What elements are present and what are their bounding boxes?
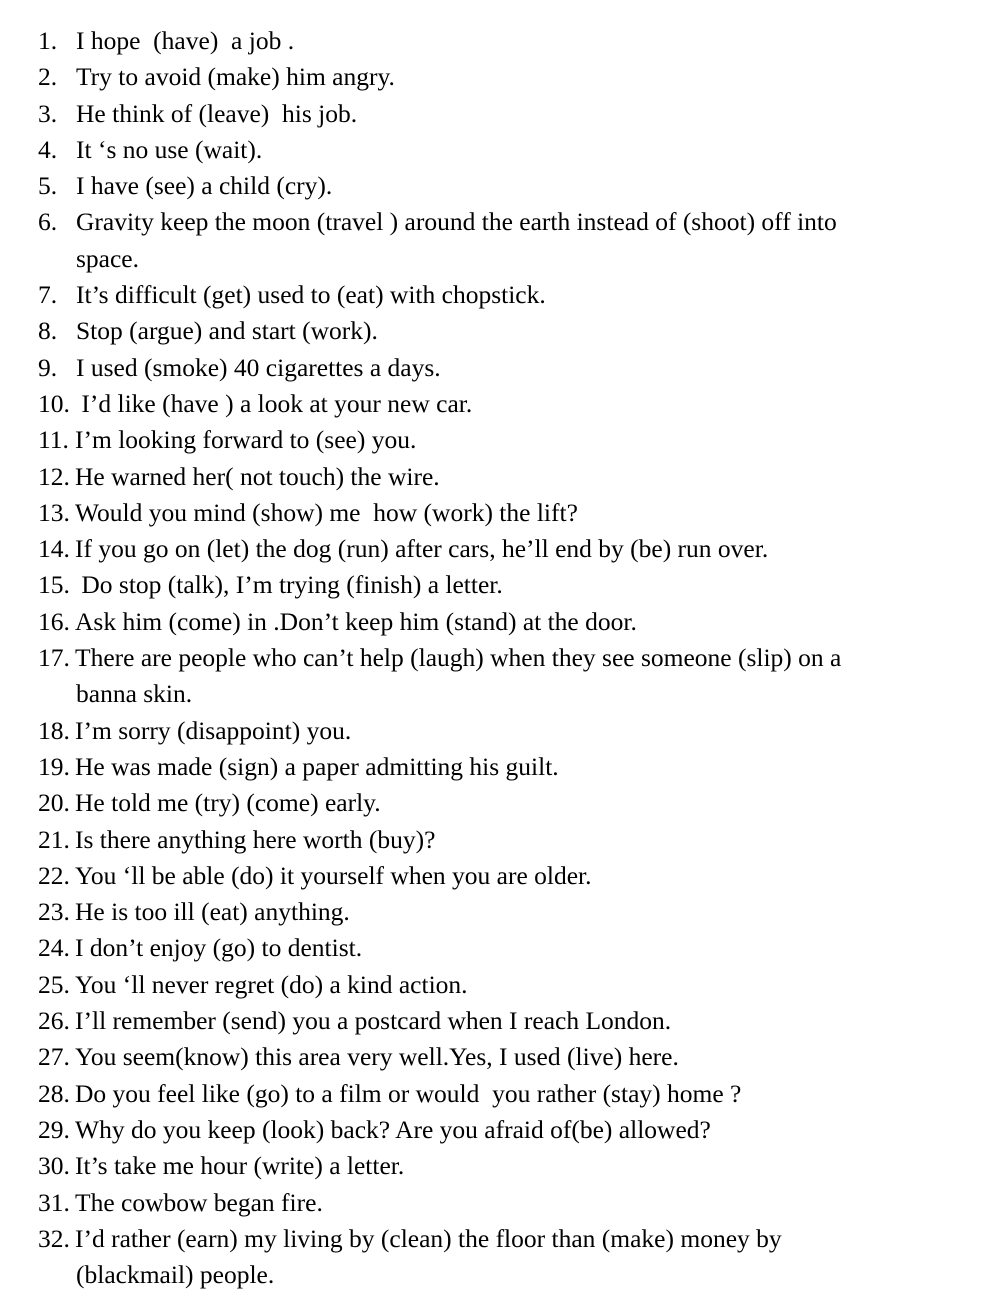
exercise-item-21	[0, 822, 982, 858]
exercise-item-23	[0, 894, 982, 930]
item-number: 18.	[38, 715, 70, 745]
item-number: 30.	[38, 1151, 70, 1181]
item-number: 19.	[38, 751, 70, 781]
item-number: 20.	[38, 788, 70, 818]
item-number: 21.	[38, 824, 70, 854]
item-text: I don’t enjoy (go) to dentist.	[75, 933, 363, 963]
exercise-item-20	[0, 785, 982, 821]
exercise-item-4	[0, 132, 982, 168]
item-text: It’s take me hour (write) a letter.	[75, 1151, 405, 1181]
exercise-item-10	[0, 386, 982, 422]
item-text: Do stop (talk), I’m trying (finish) a letter.	[75, 570, 503, 600]
item-number: 11.	[38, 425, 69, 455]
item-number: 4.	[38, 134, 58, 164]
exercise-item-6	[0, 204, 982, 277]
exercise-item-32	[0, 1221, 982, 1294]
item-text: I have (see) a child (cry).	[76, 171, 333, 201]
item-number: 2.	[38, 62, 58, 92]
exercise-item-15	[0, 567, 982, 603]
exercise-item-25	[0, 967, 982, 1003]
item-text: You ‘ll never regret (do) a kind action.	[75, 969, 468, 999]
item-number: 16.	[38, 606, 70, 636]
item-number: 32.	[38, 1223, 70, 1253]
exercise-item-24	[0, 930, 982, 966]
exercise-item-17	[0, 640, 982, 713]
item-text: I’m sorry (disappoint) you.	[75, 715, 352, 745]
item-number: 12.	[38, 461, 70, 491]
item-number: 5.	[38, 171, 58, 201]
item-text: I’m looking forward to (see) you.	[75, 425, 417, 455]
exercise-item-29	[0, 1112, 982, 1148]
exercise-item-18	[0, 713, 982, 749]
item-number: 22.	[38, 860, 70, 890]
exercise-item-7	[0, 277, 982, 313]
item-text: Why do you keep (look) back? Are you afraid of(be) allowed?	[75, 1114, 711, 1144]
item-number: 13.	[38, 497, 70, 527]
exercise-item-31	[0, 1185, 982, 1221]
item-text: Gravity keep the moon (travel ) around the earth instead of (shoot) off into	[76, 207, 837, 237]
item-text: If you go on (let) the dog (run) after cars, he’ll end by (be) run over.	[75, 534, 769, 564]
exercise-item-9	[0, 350, 982, 386]
item-number: 23.	[38, 897, 70, 927]
exercise-item-12	[0, 459, 982, 495]
item-text-continuation: (blackmail) people.	[76, 1260, 275, 1290]
exercise-item-3	[0, 96, 982, 132]
item-text: Ask him (come) in .Don’t keep him (stand) at the door.	[75, 606, 637, 636]
exercise-item-26	[0, 1003, 982, 1039]
exercise-item-1	[0, 23, 982, 59]
item-text: He warned her( not touch) the wire.	[75, 461, 440, 491]
exercise-list	[0, 23, 982, 1293]
item-number: 9.	[38, 352, 58, 382]
item-text: I hope (have) a job .	[76, 26, 295, 55]
item-number: 8.	[38, 316, 58, 346]
item-number: 6.	[38, 207, 58, 237]
item-text: I’d like (have ) a look at your new car.	[75, 388, 473, 418]
item-text: It ‘s no use (wait).	[76, 134, 263, 164]
exercise-item-22	[0, 858, 982, 894]
item-number: 29.	[38, 1114, 70, 1144]
exercise-item-5	[0, 168, 982, 204]
item-text-continuation: space.	[76, 243, 140, 273]
item-text: Would you mind (show) me how (work) the lift?	[75, 497, 578, 527]
item-text: I’d rather (earn) my living by (clean) the floor than (make) money by	[75, 1223, 782, 1253]
item-text: I’ll remember (send) you a postcard when I reach London.	[75, 1006, 672, 1036]
item-text-continuation: banna skin.	[76, 679, 193, 709]
item-number: 10.	[38, 388, 70, 418]
item-text: He was made (sign) a paper admitting his guilt.	[75, 751, 559, 781]
item-text: You seem(know) this area very well.Yes, I used (live) here.	[75, 1042, 679, 1072]
item-number: 15.	[38, 570, 70, 600]
exercise-item-27	[0, 1039, 982, 1075]
exercise-item-2	[0, 59, 982, 95]
item-text: It’s difficult (get) used to (eat) with chopstick.	[76, 280, 546, 310]
item-text: He told me (try) (come) early.	[75, 788, 381, 818]
item-text: Stop (argue) and start (work).	[76, 316, 378, 346]
item-text: I used (smoke) 40 cigarettes a days.	[76, 352, 441, 382]
item-number: 31.	[38, 1187, 70, 1217]
item-text: Is there anything here worth (buy)?	[75, 824, 436, 854]
item-number: 7.	[38, 280, 58, 310]
item-number: 17.	[38, 643, 70, 673]
exercise-item-11	[0, 422, 982, 458]
item-number: 26.	[38, 1006, 70, 1036]
exercise-item-30	[0, 1148, 982, 1184]
item-text: You ‘ll be able (do) it yourself when you are older.	[75, 860, 592, 890]
item-number: 24.	[38, 933, 70, 963]
item-number: 3.	[38, 98, 58, 128]
item-number: 25.	[38, 969, 70, 999]
exercise-item-8	[0, 313, 982, 349]
item-text: Do you feel like (go) to a film or would you rather (stay) home ?	[75, 1078, 742, 1108]
item-text: He think of (leave) his job.	[76, 98, 358, 128]
exercise-item-19	[0, 749, 982, 785]
item-number: 27.	[38, 1042, 70, 1072]
exercise-item-14	[0, 531, 982, 567]
item-number: 1.	[38, 26, 58, 55]
item-text: The cowbow began fire.	[75, 1187, 323, 1217]
item-number: 14.	[38, 534, 70, 564]
exercise-item-13	[0, 495, 982, 531]
item-text: Try to avoid (make) him angry.	[76, 62, 395, 92]
item-text: There are people who can’t help (laugh) when they see someone (slip) on a	[75, 643, 842, 673]
exercise-item-28	[0, 1076, 982, 1112]
item-number: 28.	[38, 1078, 70, 1108]
item-text: He is too ill (eat) anything.	[75, 897, 350, 927]
exercise-item-16	[0, 604, 982, 640]
